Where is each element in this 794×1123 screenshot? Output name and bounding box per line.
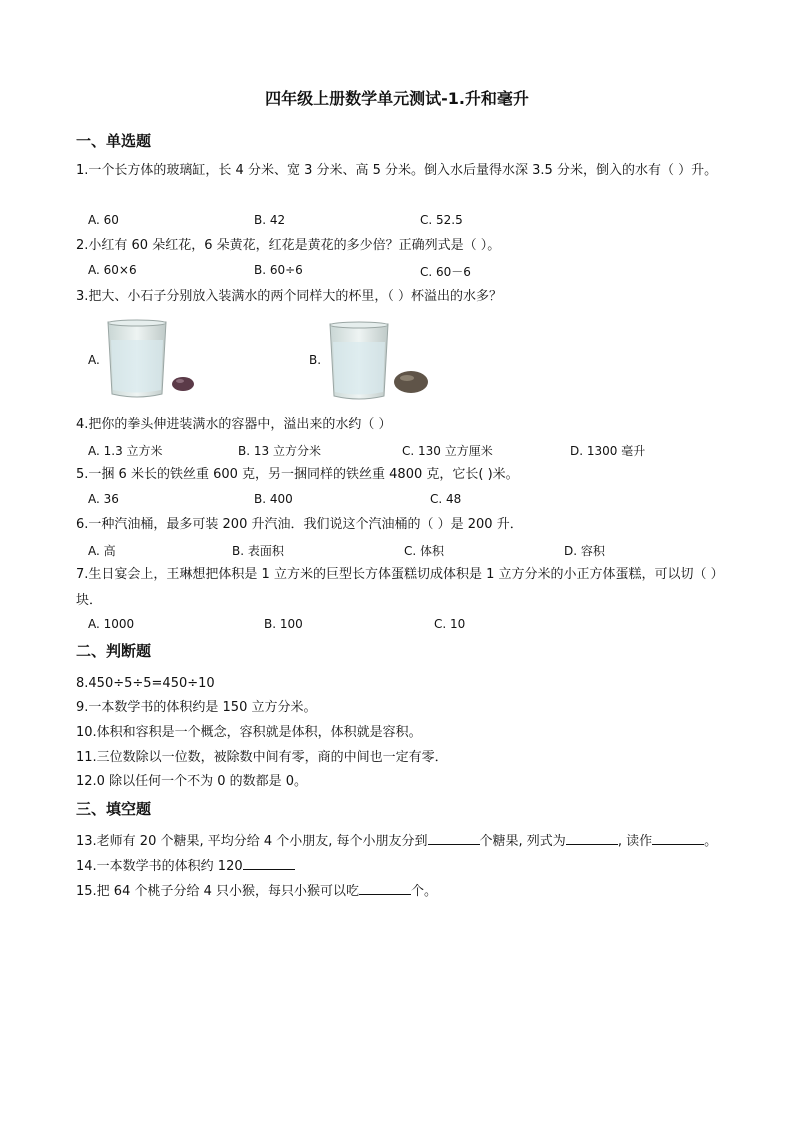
question-5: 5.一捆 6 米长的铁丝重 600 克，另一捆同样的铁丝重 4800 克，它长( )米。 [76, 467, 519, 482]
q13-blank-2[interactable] [566, 832, 618, 845]
q13-text-4: 。 [704, 834, 718, 849]
question-12: 12.0 除以任何一个不为 0 的数都是 0。 [76, 774, 308, 789]
question-2: 2.小红有 60 朵红花，6 朵黄花，红花是黄花的多少倍？正确列式是（ ）。 [76, 238, 501, 253]
question-14 [76, 857, 295, 877]
question-4: 4.把你的拳头伸进装满水的容器中，溢出来的水约（ ） [76, 417, 392, 432]
page-title: 四年级上册数学单元测试-1.升和毫升 [265, 89, 529, 108]
question-6: 6.一种汽油桶，最多可装 200 升汽油．我们说这个汽油桶的（ ）是 200 升． [76, 517, 523, 532]
q1-option-c[interactable]: C. 52.5 [420, 213, 463, 227]
question-13 [76, 832, 717, 852]
q6-option-a[interactable]: A. 高 [88, 544, 116, 558]
q5-option-a[interactable]: A. 36 [88, 492, 119, 506]
q13-blank-1[interactable] [428, 832, 480, 845]
section-fill-in: 三、填空题 [76, 800, 152, 818]
q3-option-a[interactable]: A. [88, 353, 100, 367]
q13-blank-3[interactable] [652, 832, 704, 845]
q15-blank-1[interactable] [359, 882, 411, 895]
question-8: 8.450÷5÷5=450÷10 [76, 676, 215, 691]
q5-option-c[interactable]: C. 48 [430, 492, 462, 506]
q3-option-b[interactable]: B. [309, 353, 322, 367]
q7-option-b[interactable]: B. 100 [264, 617, 303, 631]
question-1: 1.一个长方体的玻璃缸，长 4 分米、宽 3 分米、高 5 分米。倒入水后量得水深 3.5 分米，倒入的水有（ ）升。 [76, 163, 718, 178]
question-9: 9.一本数学书的体积约是 150 立方分米。 [76, 700, 317, 715]
q4-option-a[interactable]: A. 1.3 立方米 [88, 444, 163, 458]
q2-option-b[interactable]: B. 60÷6 [254, 263, 303, 277]
question-3: 3.把大、小石子分别放入装满水的两个同样大的杯里，（ ）杯溢出的水多？ [76, 289, 503, 304]
q2-option-a[interactable]: A. 60×6 [88, 263, 137, 277]
q4-option-c[interactable]: C. 130 立方厘米 [402, 444, 493, 458]
q1-option-a[interactable]: A. 60 [88, 213, 119, 227]
question-10: 10.体积和容积是一个概念，容积就是体积，体积就是容积。 [76, 725, 422, 740]
q13-text-1: 13.老师有 20 个糖果, 平均分给 4 个小朋友, 每个小朋友分到 [76, 834, 428, 849]
q15-text-1: 15.把 64 个桃子分给 4 只小猴，每只小猴可以吃 [76, 884, 360, 899]
section-single-choice: 一、单选题 [76, 132, 152, 150]
q13-text-3: , 读作 [617, 834, 653, 849]
glass-with-small-stone-image [104, 318, 206, 400]
q4-option-b[interactable]: B. 13 立方分米 [238, 444, 321, 458]
question-11: 11.三位数除以一位数，被除数中间有零，商的中间也一定有零． [76, 750, 448, 765]
q7-option-c[interactable]: C. 10 [434, 617, 466, 631]
question-15 [76, 882, 437, 902]
section-true-false: 二、判断题 [76, 642, 152, 660]
q6-option-d[interactable]: D. 容积 [564, 544, 605, 558]
q13-text-2: 个糖果, 列式为 [479, 834, 566, 849]
question-7: 7.生日宴会上，王琳想把体积是 1 立方米的巨型长方体蛋糕切成体积是 1 立方分米的小正方体蛋糕，可以切（ ）块． [76, 567, 724, 608]
q5-option-b[interactable]: B. 400 [254, 492, 293, 506]
q4-option-d[interactable]: D. 1300 毫升 [570, 444, 646, 458]
q6-option-c[interactable]: C. 体积 [404, 544, 445, 558]
q15-text-2: 个。 [411, 884, 438, 899]
q14-blank-1[interactable] [243, 857, 295, 870]
q2-option-c[interactable]: C. 60－6 [420, 265, 471, 279]
glass-with-large-stone-image [326, 320, 436, 402]
q6-option-b[interactable]: B. 表面积 [232, 544, 284, 558]
q1-option-b[interactable]: B. 42 [254, 213, 286, 227]
q14-text-1: 14.一本数学书的体积约 120 [76, 859, 243, 874]
q7-option-a[interactable]: A. 1000 [88, 617, 135, 631]
